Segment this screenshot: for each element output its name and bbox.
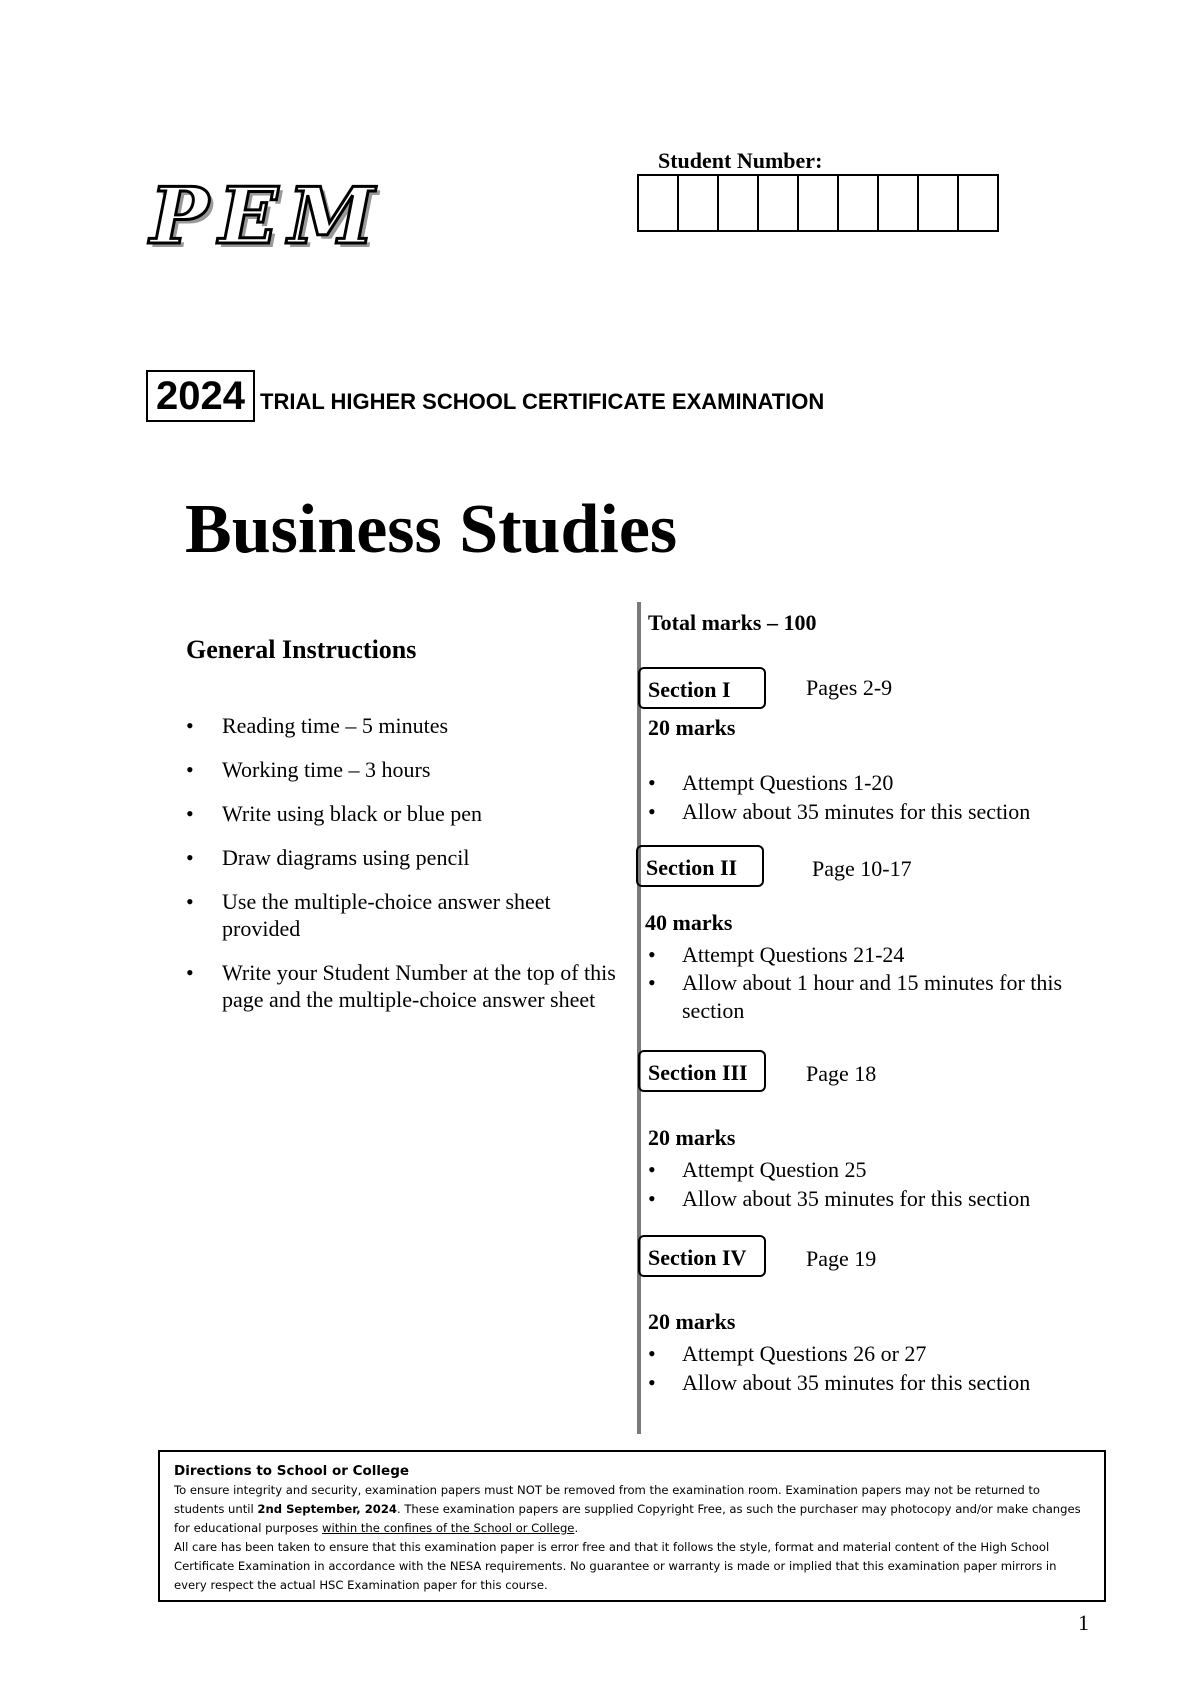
section-2-pages: Page 10-17 <box>812 856 912 881</box>
instruction-item: • Write your Student Number at the top of this page and the multiple-choice answer sheet <box>186 959 632 1013</box>
page-number: 1 <box>1078 1610 1089 1635</box>
student-number-digit-box[interactable] <box>919 176 959 230</box>
student-number-digit-box[interactable] <box>679 176 719 230</box>
student-number-digit-box[interactable] <box>759 176 799 230</box>
section-4-items <box>646 1339 1106 1397</box>
student-number-label: Student Number: <box>658 148 823 173</box>
section-3-marks: 20 marks <box>648 1125 736 1150</box>
directions-title: Directions to School or College <box>174 1463 410 1479</box>
student-number-digit-box[interactable] <box>639 176 679 230</box>
section-2-label: Section II <box>636 845 764 887</box>
student-number-digit-box[interactable] <box>879 176 919 230</box>
section-item: • Allow about 35 minutes for this section <box>646 1368 1106 1397</box>
section-3-items <box>646 1155 1106 1213</box>
general-instructions-title: General Instructions <box>186 635 417 664</box>
student-number-boxes[interactable] <box>637 174 999 232</box>
exam-year: 2024 <box>146 370 255 422</box>
section-3-label: Section III <box>638 1050 766 1092</box>
section-4-pages: Page 19 <box>806 1246 877 1271</box>
exam-title: TRIAL HIGHER SCHOOL CERTIFICATE EXAMINATION <box>260 389 825 414</box>
student-number-digit-box[interactable] <box>719 176 759 230</box>
section-2-marks: 40 marks <box>645 910 733 935</box>
instruction-item: • Working time – 3 hours <box>186 756 626 783</box>
directions-paragraph-2: All care has been taken to ensure that this examination paper is error free and that it follows the style, format and material content of the High School Certificate Examination in accordance with the NESA requirements. No guarantee or warranty is made or implied that this examination paper mirrors in every respect the actual HSC Examination paper for this course. <box>174 1540 1057 1592</box>
section-1-pages: Pages 2-9 <box>806 675 893 700</box>
section-item: • Allow about 1 hour and 15 minutes for this section <box>646 969 1116 1025</box>
instruction-item: • Reading time – 5 minutes <box>186 712 626 739</box>
section-item: • Attempt Questions 21-24 <box>646 940 1116 969</box>
instruction-item: • Write using black or blue pen <box>186 800 626 827</box>
section-3-pages: Page 18 <box>806 1061 877 1086</box>
student-number-digit-box[interactable] <box>799 176 839 230</box>
student-number-digit-box[interactable] <box>959 176 997 230</box>
section-item: • Attempt Questions 1-20 <box>646 768 1106 797</box>
section-1-label: Section I <box>638 667 766 709</box>
directions-paragraph-1: To ensure integrity and security, examination papers must NOT be removed from the examination room. Examination papers may not be returned to students until 2nd September, 2024. These examination papers are supplied Copyright Free, as such the purchaser may photocopy and/or make changes for educational purposes within the confines of the School or College. <box>174 1483 1081 1535</box>
student-number-digit-box[interactable] <box>839 176 879 230</box>
subject-title: Business Studies <box>185 491 678 568</box>
section-4-marks: 20 marks <box>648 1309 736 1334</box>
section-4-label: Section IV <box>638 1235 766 1277</box>
pem-logo: PEM <box>150 171 385 262</box>
directions-box <box>158 1450 1106 1602</box>
section-item: • Allow about 35 minutes for this section <box>646 797 1106 826</box>
total-marks: Total marks – 100 <box>648 610 817 635</box>
column-divider <box>637 602 641 1434</box>
instruction-item: • Draw diagrams using pencil <box>186 844 626 871</box>
section-item: • Attempt Question 25 <box>646 1155 1106 1184</box>
section-item: • Attempt Questions 26 or 27 <box>646 1339 1106 1368</box>
section-1-marks: 20 marks <box>648 715 736 740</box>
section-item: • Allow about 35 minutes for this section <box>646 1184 1106 1213</box>
general-instructions-list <box>186 712 626 1013</box>
instruction-item: • Use the multiple-choice answer sheet provided <box>186 888 602 942</box>
section-2-items <box>646 940 1116 1025</box>
section-1-items <box>646 768 1106 826</box>
